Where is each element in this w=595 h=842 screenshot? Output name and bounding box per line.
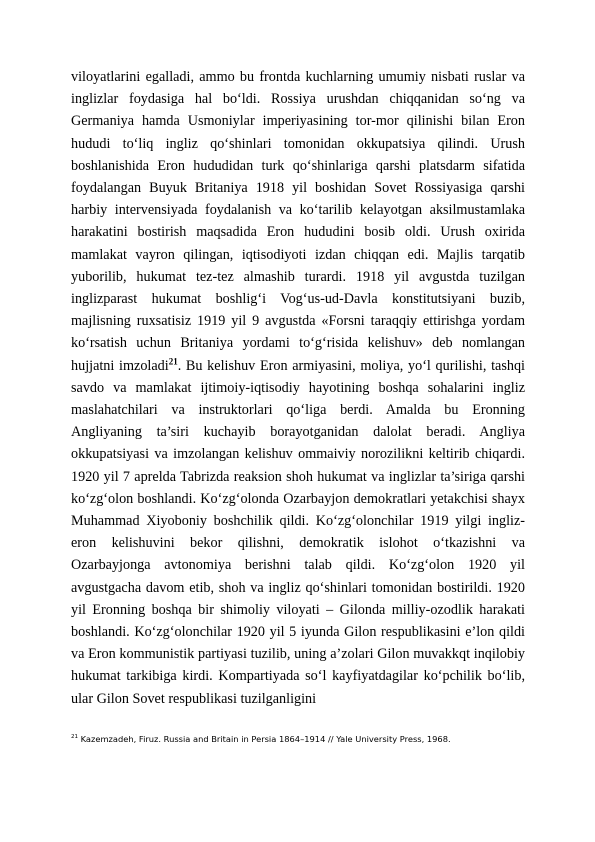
paragraph-text-part2: . Bu kelishuv Eron armiyasini, moliya, yo‘l qurilishi, tashqi savdo va mamlakat ijtimoiy-iqtisodiy hayotining boshqa sohalarini ingliz maslahatchilari va instruktorlari qo‘liga berdi. Amalda bu Eronning Angliyaning ta’siri kuchayib borayotganidan dalolat beradi. Angliya okkupatsiyasi va imzolangan kelishuv ommaiviy norozilikni keltirib chiqardi. 1920 yil 7 aprelda Tabrizda reaksion shoh hukumat va inglizlar ta’siriga qarshi ko‘zg‘olon boshlandi. Ko‘zg‘olonda Ozarbayjon demokratlari yetakchisi shayx Muhammad Xiyoboniy boshchilik qildi. Ko‘zg‘olonchilar 1919 yilgi ingliz-eron kelishuvini bekor qilishni, demokratik islohot o‘tkazishni va Ozarbayjonga avtonomiya berishni talab qildi. Ko‘zg‘olon 1920 yil avgustgacha davom etib, shoh va ingliz qo‘shinlari tomonidan bostirildi. 1920 yil Eronning boshqa bir shimoliy viloyati – Gilonda milliy-ozodlik harakati boshlandi. Ko‘zg‘olonchilar 1920 yil 5 iyunda Gilon respublikasini e’lon qildi va Eron kommunistik partiyasi tuzilib, uning a’zolari Gilon muvakkqt inqilobiy hukumat tarkibiga kirdi. Kompartiyada so‘l kayfiyatdagilar ko‘pchilik bo‘lib, ular Gilon Sovet respublikasi tuzilganligini [71, 357, 525, 707]
footnote-reference[interactable]: 21 [168, 355, 178, 366]
footnote [71, 733, 525, 745]
body-paragraph [71, 66, 525, 710]
paragraph-text-part1: viloyatlarini egalladi, ammo bu frontda kuchlarning umumiy nisbati ruslar va inglizlar foydasiga hal bo‘ldi. Rossiya urushdan chiqqanidan so‘ng va Germaniya hamda Usmoniylar imperiyasining tor-mor qilinishi bilan Eron hududi to‘liq ingliz qo‘shinlari tomonidan okkupatsiya qilindi. Urush boshlanishida Eron hududidan turk qo‘shinlariga qarshi platsdarm sifatida foydalangan Buyuk Britaniya 1918 yil boshidan Sovet Rossiyasiga qarshi harbiy intervensiyada foydalanish va ko‘tarilib kelayotgan aksilmustamlaka harakatini bostirish maqsadida Eron hududini bosib oldi. Urush oxirida mamlakat vayron qilingan, iqtisodiyoti izdan chiqqan edi. Majlis tarqatib yuborilib, hukumat tez-tez almashib turardi. 1918 yil avgustda tuzilgan inglizparast hukumat boshlig‘i Vog‘us-ud-Davla konstitutsiyani buzib, majlisning ruxsatisiz 1919 yil 9 avgustda «Forsni taraqqiy ettirishga yordam ko‘rsatish uchun Britaniya yordami to‘g‘risida kelishuv» deb nomlangan hujjatni imzoladi [71, 69, 525, 374]
footnote-number: 21 [71, 734, 78, 741]
footnote-text: Kazemzadeh, Firuz. Russia and Britain in Persia 1864–1914 // Yale University Press, 1968. [78, 734, 451, 744]
